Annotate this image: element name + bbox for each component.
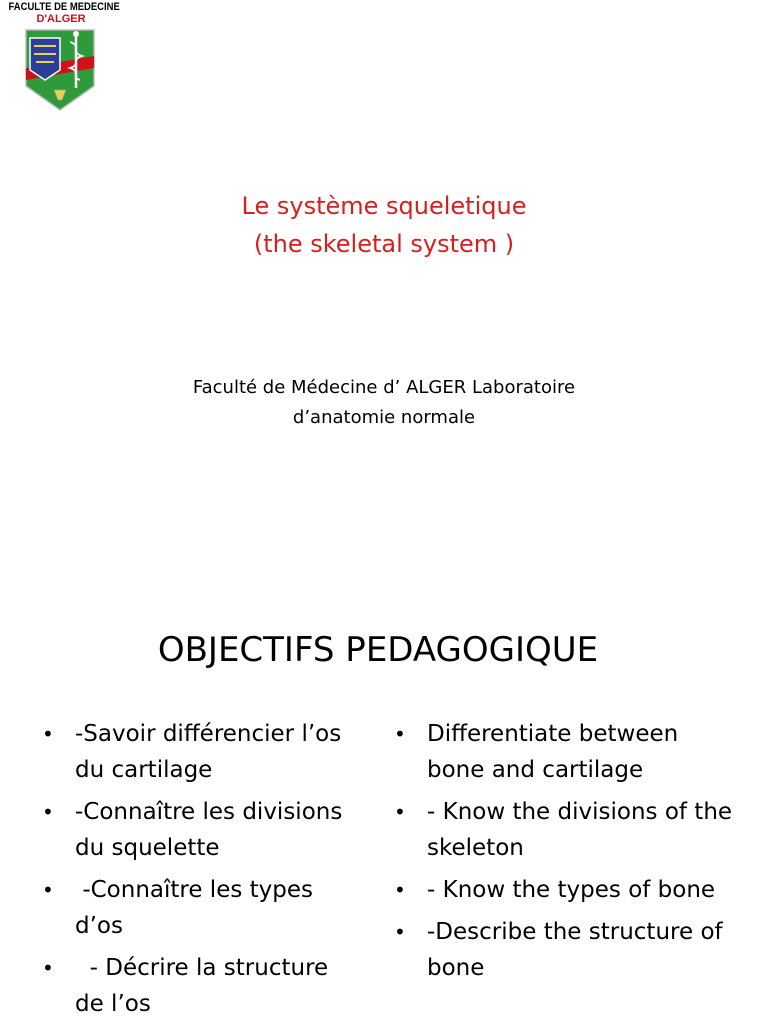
list-item [42,716,362,788]
objective-text: -Savoir différencier l’os du cartilage [75,721,349,783]
objective-text: -Connaître les types d’os [75,877,321,939]
title-line-english: (the skeletal system ) [253,230,515,258]
bullet-icon: • [42,878,54,902]
slide-subtitle [0,373,768,433]
list-item [42,794,362,866]
objective-text: - Know the types of bone [427,877,716,903]
list-item [394,716,734,788]
logo-text-line1: FACULTE DE MEDECINE [8,1,120,13]
objectives-list-french [42,716,362,1028]
subtitle-line2: d’anatomie normale [292,407,476,428]
bullet-icon: • [42,956,54,980]
bullet-icon: • [394,920,406,944]
bullet-icon: • [42,800,54,824]
list-item [394,914,734,986]
subtitle-line1: Faculté de Médecine d’ ALGER Laboratoire [192,377,576,398]
slide-title [0,187,768,263]
objective-text: -Connaître les divisions du squelette [75,799,350,861]
list-item [42,950,362,1022]
list-item [42,872,362,944]
bullet-icon: • [394,800,406,824]
objective-text: - Décrire la structure de l’os [75,955,336,1017]
objective-text: -Describe the structure of bone [427,919,730,981]
objectives-heading: OBJECTIFS PEDAGOGIQUE [157,630,599,670]
bullet-icon: • [394,722,406,746]
faculty-emblem-icon [24,28,96,112]
objectives-list-english [394,716,740,992]
bullet-icon: • [394,878,406,902]
objective-text: Differentiate between bone and cartilage [427,721,686,783]
objective-text: - Know the divisions of the skeleton [427,799,740,861]
list-item [394,794,740,866]
title-line-french: Le système squeletique [241,192,527,220]
bullet-icon: • [42,722,54,746]
logo-text-line2: D'ALGER [36,13,86,25]
list-item [394,872,734,908]
faculty-logo [0,0,122,112]
